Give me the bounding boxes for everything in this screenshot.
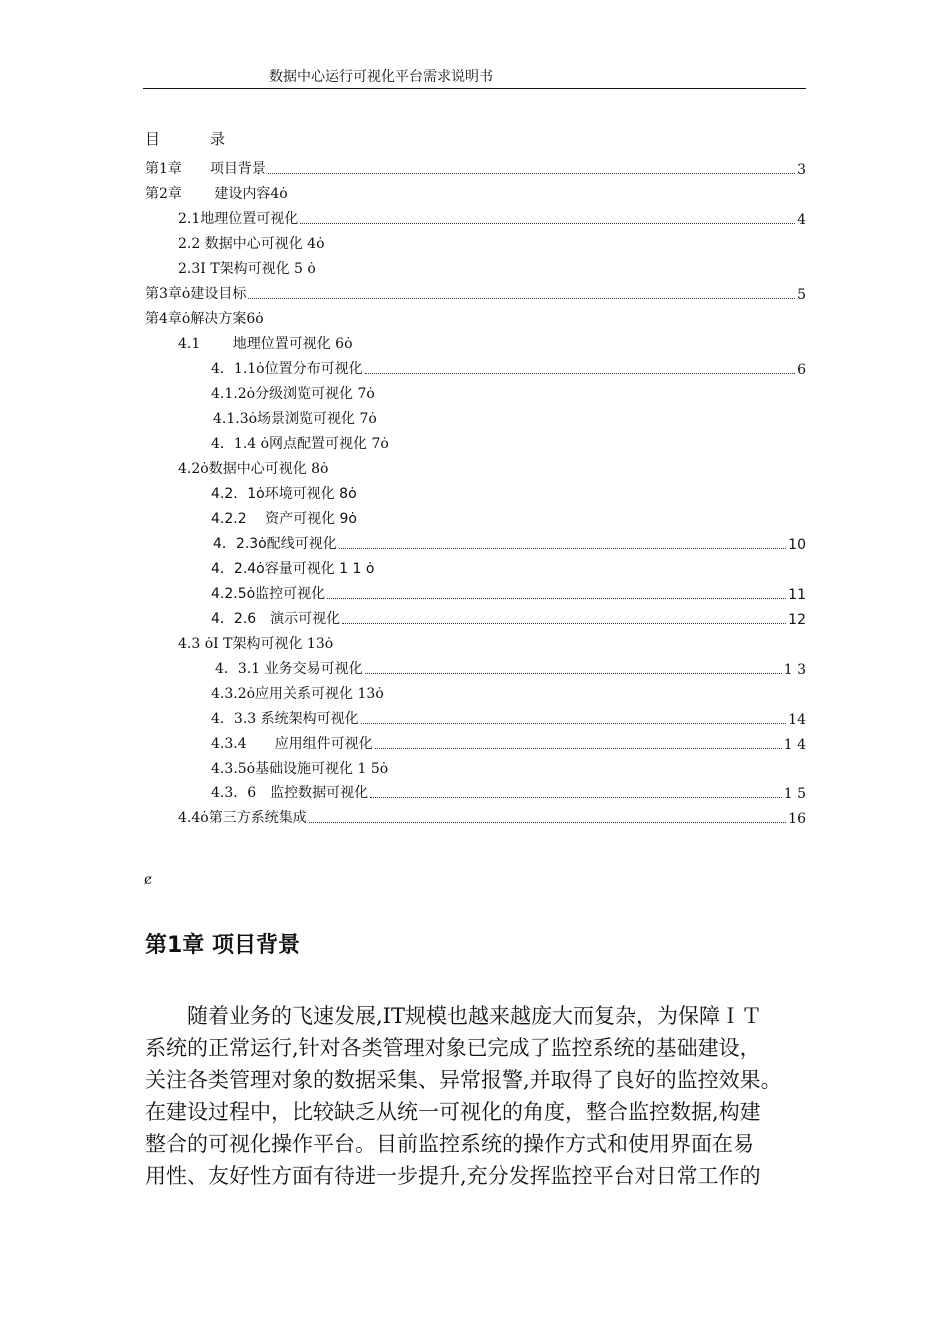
toc-entry[interactable] (211, 782, 806, 802)
paragraph-line: 在建设过程中，比较缺乏从统一可视化的角度，整合监控数据,构建 (145, 1100, 761, 1124)
toc-entry[interactable] (213, 533, 806, 553)
toc-entry-label: 4.1.3ȯ场景浏览可视化 7ȯ (213, 411, 377, 427)
toc-entry-label: 4．1.4 ȯ网点配置可视化 7ȯ (211, 436, 389, 452)
toc-entry-label: 4.2．1ȯ环境可视化 8ȯ (211, 486, 357, 502)
toc-entry-label: 4．2.4ȯ容量可视化 1 1 ȯ (211, 561, 375, 577)
toc-entry-label: 4.3.2ȯ应用关系可视化 13ȯ (211, 686, 384, 702)
toc-heading: 目录 (145, 130, 276, 148)
toc-entry-label: 第3章ȯ建设目标 (145, 286, 247, 302)
toc-leader (268, 172, 795, 174)
toc-entry[interactable] (178, 458, 806, 478)
toc-entry[interactable] (213, 408, 806, 428)
toc-leader (361, 722, 787, 724)
toc-entry[interactable] (211, 433, 806, 453)
paragraph-line: 关注各类管理对象的数据采集、异常报警,并取得了良好的监控效果。 (145, 1068, 782, 1092)
toc-entry-label: 4.1 地理位置可视化 6ȯ (178, 336, 353, 352)
toc-entry[interactable] (211, 683, 806, 703)
toc-entry[interactable] (145, 158, 806, 178)
toc-entry-label: 第2章 建设内容4ȯ (145, 186, 288, 202)
toc-entry-label: 4.3.5ȯ基础设施可视化 1 5ȯ (211, 761, 389, 777)
toc-entry[interactable] (178, 233, 806, 253)
toc-entry[interactable] (211, 358, 806, 378)
toc-entry-page: 14 (788, 712, 806, 728)
toc-entry-label: 4.4ȯ第三方系统集成 (178, 810, 307, 826)
toc-entry[interactable] (211, 733, 806, 753)
body-paragraph (145, 1000, 810, 1192)
toc-entry[interactable] (211, 583, 806, 603)
toc-entry-label: 4．2.3ȯ配线可视化 (213, 536, 337, 552)
toc-entry-label: 4.3.4 应用组件可视化 (211, 736, 373, 752)
toc-entry-page: 10 (788, 537, 806, 553)
toc-entry-label: 4．3.1 业务交易可视化 (215, 661, 363, 677)
toc-entry[interactable] (178, 807, 806, 827)
toc-entry-page: 16 (788, 811, 806, 827)
toc-leader (327, 597, 786, 599)
toc-entry-page: 5 (797, 287, 806, 303)
toc-entry[interactable] (215, 658, 806, 678)
chapter-title: 第1章 项目背景 (145, 933, 300, 958)
toc-leader (342, 622, 786, 624)
toc-entry[interactable] (145, 308, 806, 328)
toc-entry-page: 6 (797, 362, 806, 378)
toc-entry-label: 第1章 项目背景 (145, 161, 266, 177)
toc-entry[interactable] (211, 708, 806, 728)
toc-entry[interactable] (211, 608, 806, 628)
toc-entry[interactable] (211, 558, 806, 578)
toc-entry-label: 4.2.5ȯ监控可视化 (211, 586, 326, 602)
toc-entry-label: 4.2.2 资产可视化 9ȯ (211, 511, 357, 527)
toc-leader (375, 747, 782, 749)
toc-entry-label: 2.3I T架构可视化 5 ȯ (178, 261, 316, 277)
toc-entry[interactable] (145, 283, 806, 303)
toc-leader (365, 372, 795, 374)
toc-entry-label: 4.3．6 监控数据可视化 (211, 785, 369, 801)
page-header (143, 64, 806, 89)
toc-entry[interactable] (211, 758, 806, 778)
toc-entry[interactable] (211, 483, 806, 503)
toc-leader (370, 796, 782, 798)
toc-entry-label: 4.2ȯ数据中心可视化 8ȯ (178, 461, 329, 477)
paragraph-line: 用性、友好性方面有待进一步提升,充分发挥监控平台对日常工作的 (145, 1164, 761, 1188)
toc-entry-label: 第4章ȯ解决方案6ȯ (145, 311, 264, 327)
paragraph-mark: ȼ (144, 872, 152, 888)
toc-entry-page: 12 (788, 612, 806, 628)
toc-entry-label: 2.1地理位置可视化 (178, 211, 299, 227)
toc-entry-label: 4．2.6 演示可视化 (211, 611, 341, 627)
toc-entry-page: 1 3 (783, 662, 806, 678)
toc-entry-page: 3 (797, 162, 806, 178)
toc-entry[interactable] (211, 383, 806, 403)
paragraph-line: 整合的可视化操作平台。目前监控系统的操作方式和使用界面在易 (145, 1132, 754, 1156)
toc-entry-label: 4．1.1ȯ位置分布可视化 (211, 361, 363, 377)
paragraph-line: 系统的正常运行,针对各类管理对象已完成了监控系统的基础建设， (145, 1036, 761, 1060)
document-title: 数据中心运行可视化平台需求说明书 (269, 69, 493, 85)
paragraph-line: 随着业务的飞速发展,IT规模也越来越庞大而复杂，为保障ＩＴ (145, 1004, 762, 1028)
toc-entry-label: 4.3 ȯI T架构可视化 13ȯ (178, 636, 334, 652)
toc-entry-page: 1 5 (783, 786, 806, 802)
toc-entry-page: 11 (788, 587, 806, 603)
toc-entry-page: 4 (797, 212, 806, 228)
toc-entry[interactable] (178, 208, 806, 228)
toc-entry[interactable] (145, 183, 806, 203)
toc-leader (248, 297, 795, 299)
toc-leader (339, 547, 786, 549)
toc-entry-label: 4．3.3 系统架构可视化 (211, 711, 359, 727)
toc-entry-label: 4.1.2ȯ分级浏览可视化 7ȯ (211, 386, 375, 402)
toc-leader (365, 672, 782, 674)
toc-entry-page: 1 4 (783, 737, 806, 753)
toc-leader (309, 821, 786, 823)
toc-leader (300, 222, 795, 224)
toc-entry[interactable] (178, 633, 806, 653)
toc-entry[interactable] (178, 258, 806, 278)
toc-entry[interactable] (211, 508, 806, 528)
toc-entry-label: 2.2 数据中心可视化 4ȯ (178, 236, 325, 252)
toc-entry[interactable] (178, 333, 806, 353)
